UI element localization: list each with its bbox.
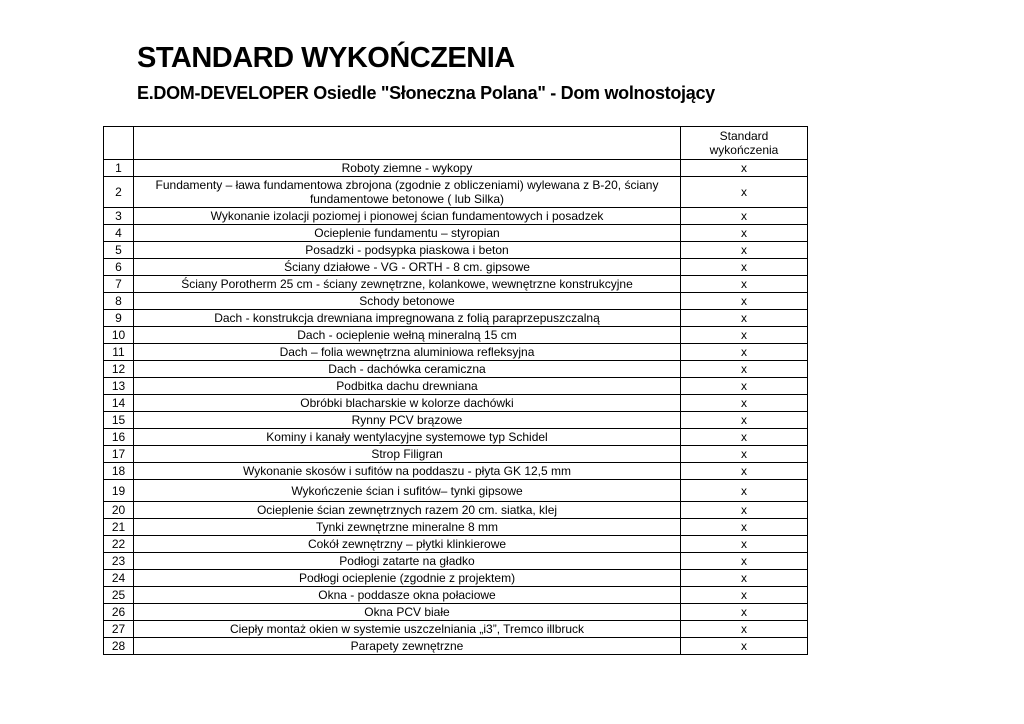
table-row [104, 463, 808, 480]
row-number-cell: 16 [104, 429, 134, 446]
header-number-cell [104, 127, 134, 160]
row-description-cell: Ocieplenie ścian zewnętrznych razem 20 cm. siatka, klej [134, 502, 681, 519]
row-number-cell: 21 [104, 519, 134, 536]
table-row [104, 587, 808, 604]
row-description-cell: Okna - poddasze okna połaciowe [134, 587, 681, 604]
table-header-row [104, 127, 808, 160]
page-subtitle: E.DOM-DEVELOPER Osiedle "Słoneczna Polana" - Dom wolnostojący [137, 83, 715, 103]
row-number-cell: 22 [104, 536, 134, 553]
row-description-cell: Podbitka dachu drewniana [134, 378, 681, 395]
row-description-cell: Rynny PCV brązowe [134, 412, 681, 429]
row-number-cell: 25 [104, 587, 134, 604]
row-number-cell: 8 [104, 293, 134, 310]
row-number-cell: 15 [104, 412, 134, 429]
row-description-cell: Ocieplenie fundamentu – styropian [134, 225, 681, 242]
row-number-cell: 28 [104, 638, 134, 655]
table-row [104, 293, 808, 310]
row-description-cell: Dach - konstrukcja drewniana impregnowana z folią paraprzepuszczalną [134, 310, 681, 327]
row-standard-cell: x [681, 480, 808, 502]
row-standard-cell: x [681, 429, 808, 446]
row-description-cell: Strop Filigran [134, 446, 681, 463]
row-standard-cell: x [681, 446, 808, 463]
row-standard-cell: x [681, 208, 808, 225]
table-row [104, 519, 808, 536]
row-description-cell: Ściany działowe - VG - ORTH - 8 cm. gipsowe [134, 259, 681, 276]
row-standard-cell: x [681, 621, 808, 638]
table-row [104, 160, 808, 177]
table-body [104, 160, 808, 655]
row-number-cell: 11 [104, 344, 134, 361]
row-standard-cell: x [681, 412, 808, 429]
row-standard-cell: x [681, 587, 808, 604]
table-row [104, 242, 808, 259]
table-row [104, 208, 808, 225]
table-row [104, 621, 808, 638]
table-row [104, 259, 808, 276]
row-description-cell: Ściany Porotherm 25 cm - ściany zewnętrzne, kolankowe, wewnętrzne konstrukcyjne [134, 276, 681, 293]
row-description-cell: Podłogi ocieplenie (zgodnie z projektem) [134, 570, 681, 587]
row-description-cell: Kominy i kanały wentylacyjne systemowe typ Schidel [134, 429, 681, 446]
table-row [104, 327, 808, 344]
row-standard-cell: x [681, 502, 808, 519]
row-standard-cell: x [681, 553, 808, 570]
table-row [104, 536, 808, 553]
row-description-cell: Dach - ocieplenie wełną mineralną 15 cm [134, 327, 681, 344]
table-row [104, 480, 808, 502]
row-number-cell: 19 [104, 480, 134, 502]
row-description-cell: Posadzki - podsypka piaskowa i beton [134, 242, 681, 259]
table-row [104, 310, 808, 327]
row-standard-cell: x [681, 160, 808, 177]
row-standard-cell: x [681, 225, 808, 242]
row-number-cell: 18 [104, 463, 134, 480]
standard-table [103, 126, 808, 655]
row-description-cell: Ciepły montaż okien w systemie uszczelniania „i3”, Tremco illbruck [134, 621, 681, 638]
row-standard-cell: x [681, 570, 808, 587]
table-row [104, 412, 808, 429]
table-row [104, 361, 808, 378]
row-standard-cell: x [681, 344, 808, 361]
row-number-cell: 5 [104, 242, 134, 259]
table-row [104, 638, 808, 655]
row-number-cell: 20 [104, 502, 134, 519]
row-standard-cell: x [681, 463, 808, 480]
table-row [104, 395, 808, 412]
table-row [104, 429, 808, 446]
row-standard-cell: x [681, 242, 808, 259]
row-standard-cell: x [681, 361, 808, 378]
row-number-cell: 13 [104, 378, 134, 395]
table-row [104, 276, 808, 293]
row-number-cell: 3 [104, 208, 134, 225]
row-description-cell: Dach – folia wewnętrzna aluminiowa refleksyjna [134, 344, 681, 361]
table-row [104, 225, 808, 242]
row-standard-cell: x [681, 536, 808, 553]
row-number-cell: 17 [104, 446, 134, 463]
row-standard-cell: x [681, 327, 808, 344]
row-description-cell: Tynki zewnętrzne mineralne 8 mm [134, 519, 681, 536]
row-standard-cell: x [681, 519, 808, 536]
row-description-cell: Okna PCV białe [134, 604, 681, 621]
row-standard-cell: x [681, 638, 808, 655]
row-number-cell: 24 [104, 570, 134, 587]
row-number-cell: 14 [104, 395, 134, 412]
row-standard-cell: x [681, 177, 808, 208]
row-number-cell: 7 [104, 276, 134, 293]
row-number-cell: 4 [104, 225, 134, 242]
table-row [104, 604, 808, 621]
row-description-cell: Parapety zewnętrzne [134, 638, 681, 655]
row-description-cell: Wykonanie izolacji poziomej i pionowej ścian fundamentowych i posadzek [134, 208, 681, 225]
row-description-cell: Dach - dachówka ceramiczna [134, 361, 681, 378]
table-row [104, 446, 808, 463]
row-number-cell: 26 [104, 604, 134, 621]
row-number-cell: 2 [104, 177, 134, 208]
row-number-cell: 23 [104, 553, 134, 570]
table-row [104, 344, 808, 361]
row-number-cell: 10 [104, 327, 134, 344]
table-row [104, 177, 808, 208]
row-standard-cell: x [681, 604, 808, 621]
row-description-cell: Cokół zewnętrzny – płytki klinkierowe [134, 536, 681, 553]
row-description-cell: Schody betonowe [134, 293, 681, 310]
row-standard-cell: x [681, 378, 808, 395]
row-standard-cell: x [681, 395, 808, 412]
page-title: STANDARD WYKOŃCZENIA [137, 42, 515, 74]
table-row [104, 378, 808, 395]
row-standard-cell: x [681, 276, 808, 293]
row-description-cell: Wykończenie ścian i sufitów– tynki gipsowe [134, 480, 681, 502]
row-description-cell: Roboty ziemne - wykopy [134, 160, 681, 177]
row-standard-cell: x [681, 259, 808, 276]
table-row [104, 553, 808, 570]
row-description-cell: Podłogi zatarte na gładko [134, 553, 681, 570]
row-description-cell: Obróbki blacharskie w kolorze dachówki [134, 395, 681, 412]
row-description-cell: Fundamenty – ława fundamentowa zbrojona (zgodnie z obliczeniami) wylewana z B-20, ściany fundamentowe betonowe ( lub Silka) [134, 177, 681, 208]
row-number-cell: 12 [104, 361, 134, 378]
row-number-cell: 27 [104, 621, 134, 638]
row-standard-cell: x [681, 293, 808, 310]
header-description-cell [134, 127, 681, 160]
header-standard-cell: Standard wykończenia [681, 127, 808, 160]
row-number-cell: 9 [104, 310, 134, 327]
table-row [104, 502, 808, 519]
row-standard-cell: x [681, 310, 808, 327]
table-row [104, 570, 808, 587]
row-number-cell: 1 [104, 160, 134, 177]
row-description-cell: Wykonanie skosów i sufitów na poddaszu - płyta GK 12,5 mm [134, 463, 681, 480]
row-number-cell: 6 [104, 259, 134, 276]
